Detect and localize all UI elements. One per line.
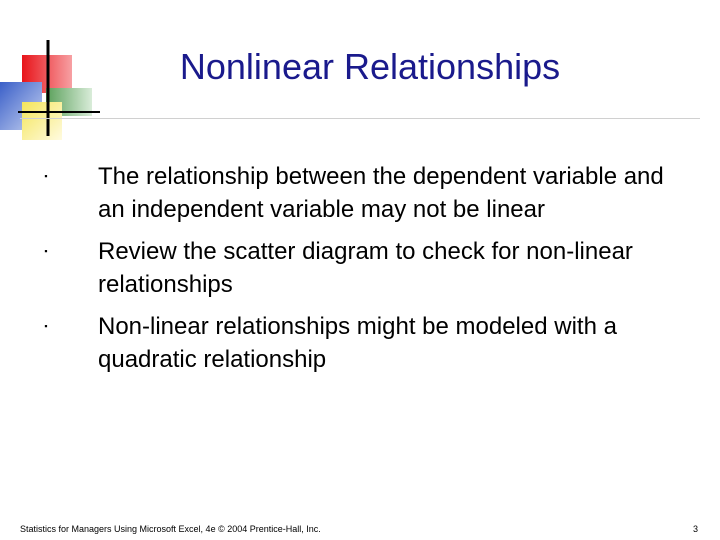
square-bullet-icon: ▪	[44, 321, 48, 331]
bullet-item	[44, 310, 688, 376]
slide-title: Nonlinear Relationships	[179, 46, 561, 87]
bullet-text: Non-linear relationships might be modeled with a quadratic relationship	[98, 313, 617, 373]
colored-squares-logo	[0, 40, 100, 140]
bullet-text: Review the scatter diagram to check for non-linear relationships	[98, 238, 633, 298]
footer-source: Statistics for Managers Using Microsoft Excel, 4e © 2004 Prentice-Hall, Inc.	[20, 524, 321, 534]
bullet-text: The relationship between the dependent variable and an independent variable may not be linear	[98, 163, 664, 223]
page-number: 3	[692, 524, 698, 534]
bullet-item	[44, 160, 688, 226]
bullet-list	[44, 160, 688, 385]
bullet-item	[44, 235, 688, 301]
title-divider	[20, 118, 700, 119]
square-bullet-icon: ▪	[44, 246, 48, 256]
square-bullet-icon: ▪	[44, 171, 48, 181]
logo-yellow-square	[22, 102, 62, 140]
